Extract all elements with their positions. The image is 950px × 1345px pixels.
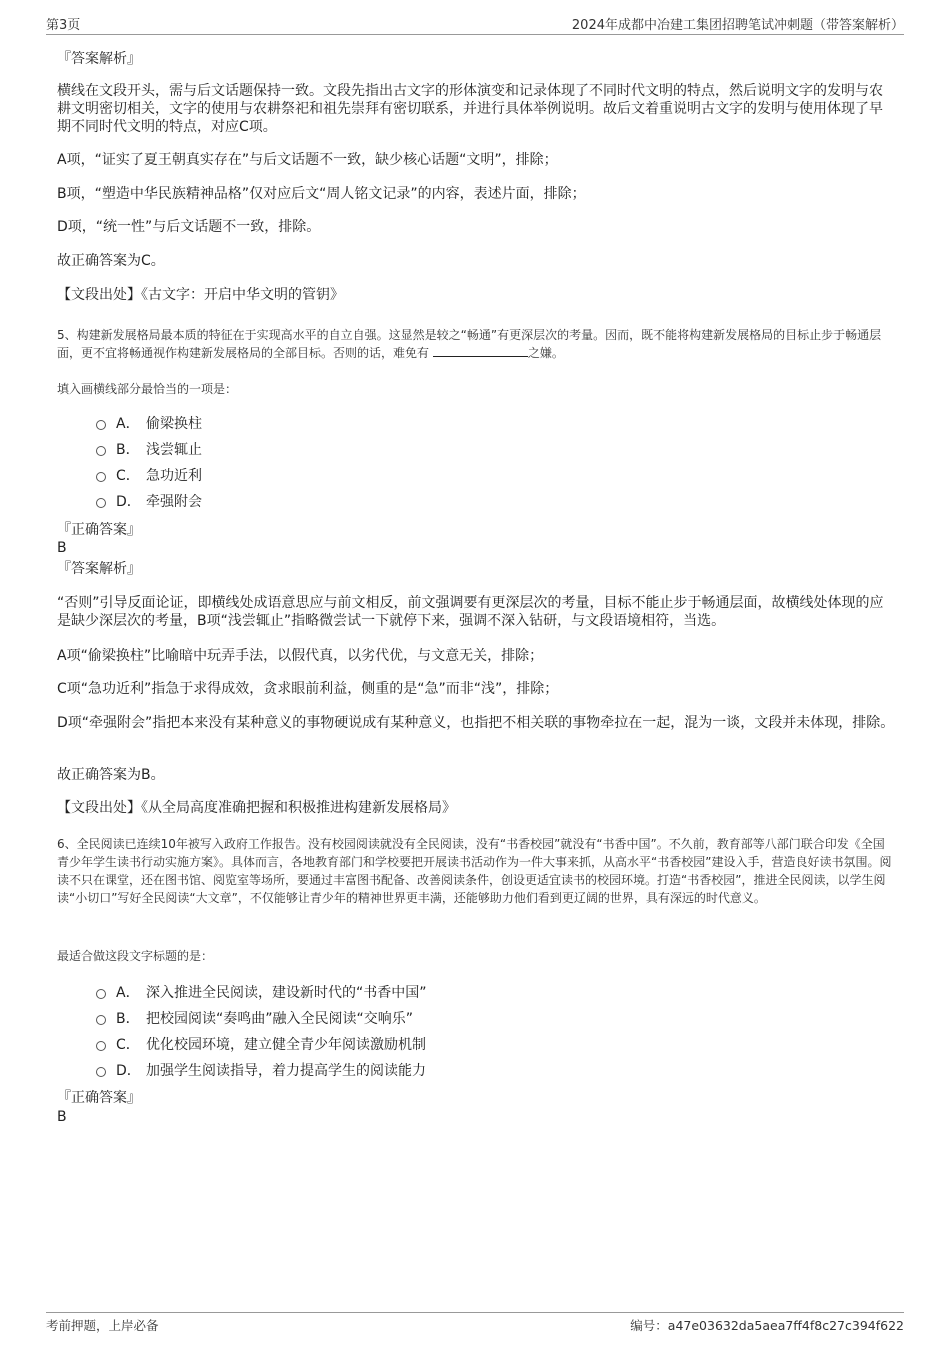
page-footer [46,1312,904,1338]
option-b[interactable]: B． 浅尝辄止 [96,441,202,459]
option-a[interactable]: A． 深入推进全民阅读，建设新时代的“书香中国” [96,984,427,1002]
analysis-option-a: A项“偷梁换柱”比喻暗中玩弄手法，以假代真，以劣代优，与文意无关，排除； [57,648,544,664]
analysis-heading: 『答案解析』 [57,51,141,67]
radio-button[interactable] [96,989,106,999]
radio-button[interactable] [96,472,106,482]
analysis-option-b: B项，“塑造中华民族精神品格”仅对应后文“周人铭文记录”的内容，表述片面，排除； [57,186,586,202]
option-c[interactable]: C． 优化校园环境，建立健全青少年阅读激励机制 [96,1036,426,1054]
correct-answer-heading: 『正确答案』 [57,1090,141,1106]
fill-blank [433,344,528,357]
analysis-option-a: A项，“证实了夏王朝真实存在”与后文话题不一致，缺少核心话题“文明”，排除； [57,152,558,168]
correct-answer-heading: 『正确答案』 [57,522,141,538]
radio-button[interactable] [96,420,106,430]
correct-answer: B [57,1109,67,1125]
radio-button[interactable] [96,1015,106,1025]
footer-slogan: 考前押题，上岸必备 [46,1318,159,1333]
document-id: 编号：a47e03632da5aea7ff4f8c27c394f622 [630,1318,904,1333]
analysis-text: “否则”引导反面论证，即横线处成语意思应与前文相反，前文强调要有更深层次的考量，目标不能止步于畅通层面，故横线处体现的应是缺少深层次的考量，B项“浅尝辄止”指略微尝试一下就停下来，强调不深入钻研，与文段语境相符，当选。 [57,595,884,629]
radio-button[interactable] [96,498,106,508]
question-5-stem-end: 之嫌。 [527,346,564,360]
question-5-stem [57,326,895,362]
option-b[interactable]: B． 把校园阅读“奏鸣曲”融入全民阅读“交响乐” [96,1010,413,1028]
analysis-option-d: D项“牵强附会”指把本来没有某种意义的事物硬说成有某种意义，也指把不相关联的事物牵拉在一起，混为一谈，文段并未体现，排除。 [57,715,895,731]
question-5-prompt: 填入画横线部分最恰当的一项是： [57,382,238,396]
question-5-stem-text: 5、构建新发展格局最本质的特征在于实现高水平的自立自强。这显然是较之“畅通”有更深层次的考量。因而，既不能将构建新发展格局的目标止步于畅通层面，更不宜将畅通视作构建新发展格局的全部目标。否则的话，难免有 [57,328,882,360]
analysis-option-d: D项，“统一性”与后文话题不一致，排除。 [57,219,321,235]
option-a[interactable]: A． 偷梁换柱 [96,415,202,433]
analysis-option-c: C项“急功近利”指急于求得成效，贪求眼前利益，侧重的是“急”而非“浅”，排除； [57,681,559,697]
correct-answer: B [57,540,67,556]
page-number: 第3页 [46,18,81,33]
passage-source: 【文段出处】《从全局高度准确把握和积极推进构建新发展格局》 [57,800,456,816]
document-title: 2024年成都中冶建工集团招聘笔试冲刺题（带答案解析） [571,18,904,33]
page-header [46,14,904,35]
radio-button[interactable] [96,1041,106,1051]
question-6-stem: 6、全民阅读已连续10年被写入政府工作报告。没有校园阅读就没有全民阅读，没有“书香校园”就没有“书香中国”。不久前，教育部等八部门联合印发《全国青少年学生读书行动实施方案》。具体而言，各地教育部门和学校要把开展读书活动作为一件大事来抓，从高水平“书香校园”建设入手，营造良好读书氛围。阅读不只在课堂，还在图书馆、阅览室等场所，要通过丰富图书配备、改善阅读条件，创设更适宜读书的校园环境。打造“书香校园”，推进全民阅读，以学生阅读“小切口”写好全民阅读“大文章”，不仅能够让青少年的精神世界更丰满，还能够助力他们看到更辽阔的世界，具有深远的时代意义。 [57,837,892,905]
passage-source: 【文段出处】《古文字：开启中华文明的管钥》 [57,287,344,303]
analysis-heading: 『答案解析』 [57,561,141,577]
question-6-prompt: 最适合做这段文字标题的是： [57,949,214,963]
option-c[interactable]: C． 急功近利 [96,467,202,485]
option-d[interactable]: D． 牵强附会 [96,493,202,511]
radio-button[interactable] [96,1067,106,1077]
option-d[interactable]: D． 加强学生阅读指导，着力提高学生的阅读能力 [96,1062,426,1080]
answer-statement: 故正确答案为C。 [57,253,165,269]
analysis-text: 横线在文段开头，需与后文话题保持一致。文段先指出古文字的形体演变和记录体现了不同时代文明的特点，然后说明文字的发明与农耕文明密切相关，文字的使用与农耕祭祀和祖先崇拜有密切联系，并进行具体举例说明。故后文着重说明古文字的发明与使用体现了早期不同时代文明的特点，对应C项。 [57,83,883,135]
answer-statement: 故正确答案为B。 [57,767,165,783]
radio-button[interactable] [96,446,106,456]
